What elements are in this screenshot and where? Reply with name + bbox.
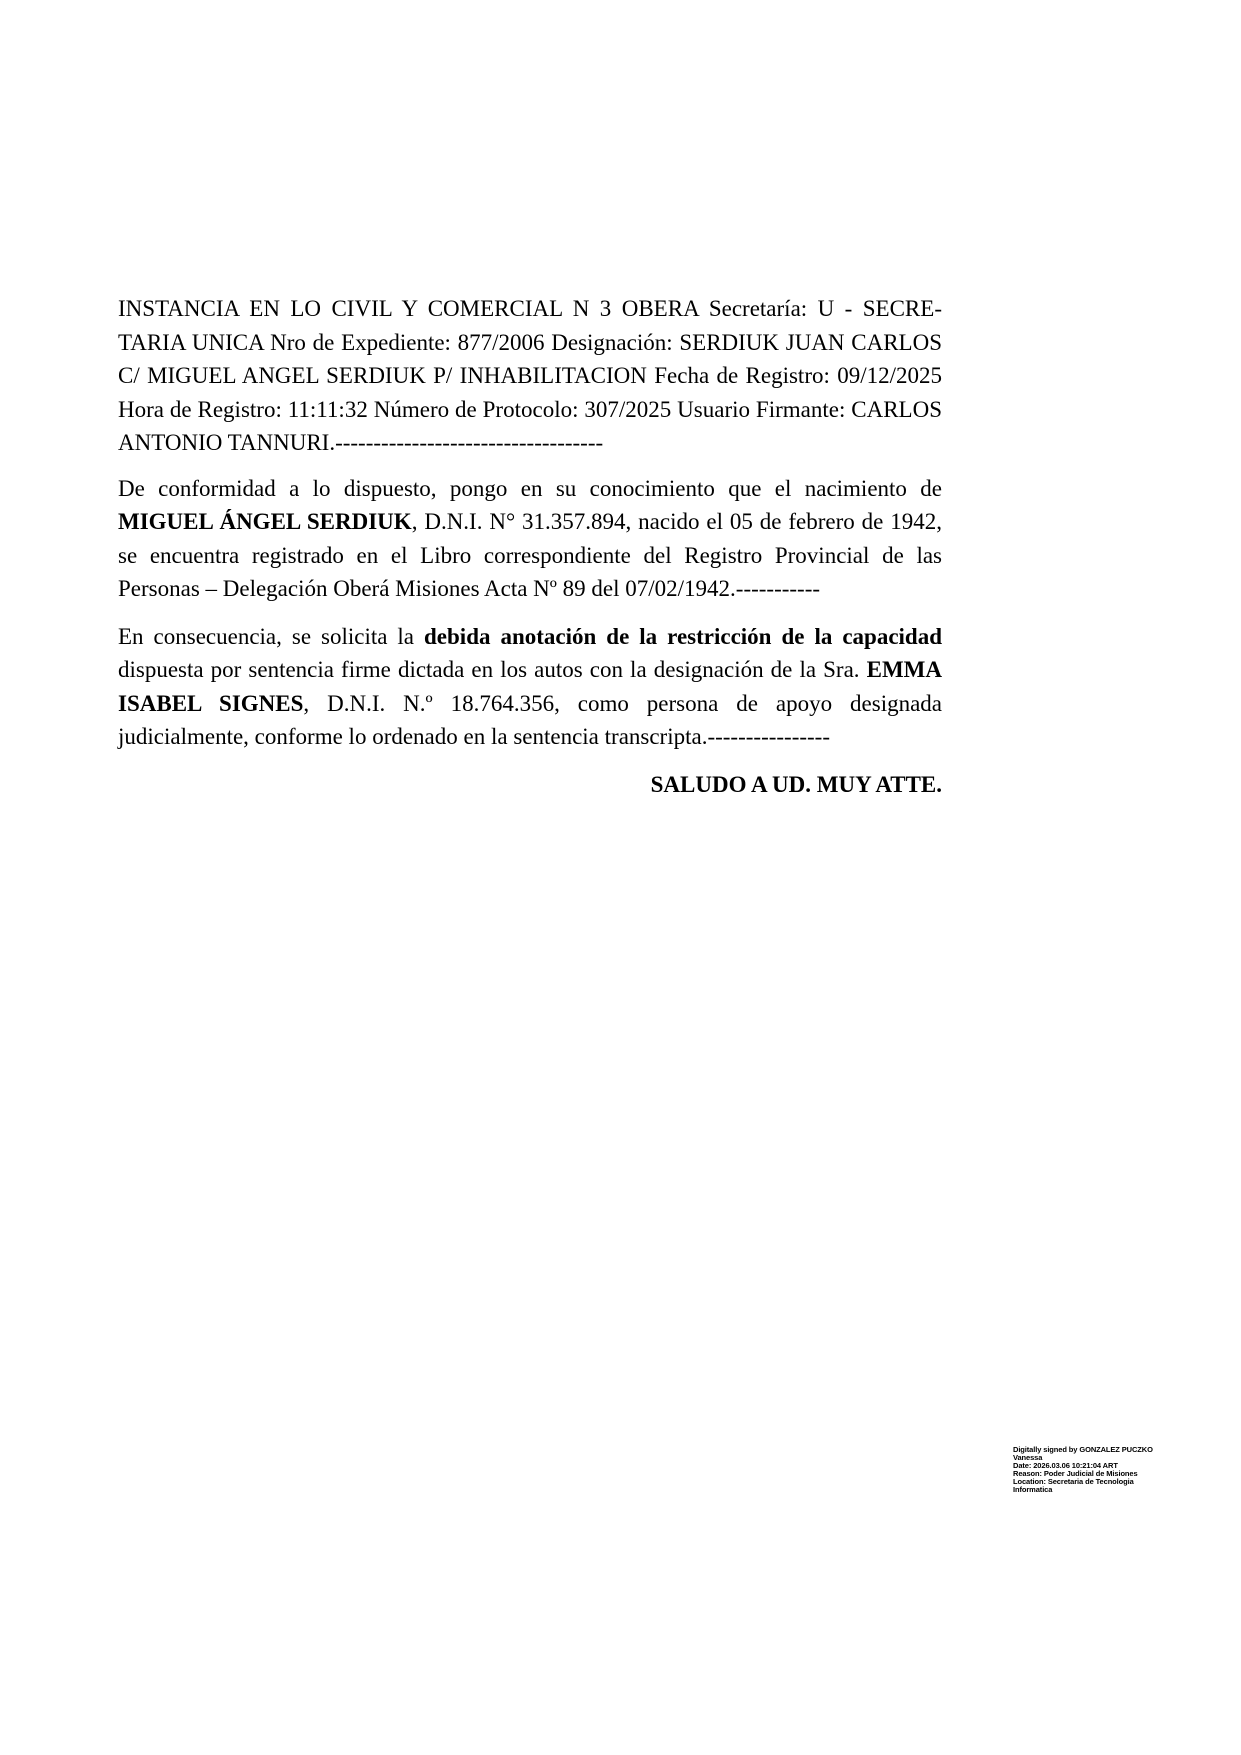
paragraph-request — [118, 620, 942, 754]
signature-line: Informatica — [1013, 1485, 1053, 1494]
signature-line: Reason: Poder Judicial de Misiones — [1013, 1469, 1138, 1478]
paragraph-birth-registration — [118, 472, 942, 606]
signature-line: Digitally signed by GONZALEZ PUCZKO — [1013, 1445, 1153, 1454]
signature-line: Vanessa — [1013, 1453, 1043, 1462]
digital-signature-block — [1013, 1446, 1173, 1494]
person-name: MIGUEL ÁNGEL SERDIUK — [118, 509, 412, 534]
support-person-name: EMMA ISABEL SIGNES — [118, 657, 942, 716]
paragraph-intro: De conformidad a lo dispuesto, pongo en su conocimiento que el nacimiento de — [118, 475, 942, 501]
closing-salutation: SALUDO A UD. MUY ATTE. — [650, 771, 942, 797]
paragraph-rest: , D.N.I. N.º 18.764.356, como persona de apoyo designada judicialmente, conforme lo ordenado en la sentencia transcripta.---------------- — [118, 690, 942, 749]
paragraph-rest: , D.N.I. N° 31.357.894, nacido el 05 de febrero de 1942, se encuentra registrado en el Libro correspondiente del Registro Provincial de las Personas – Delegación Oberá Misiones Acta Nº 89 del 07/02/1942.----------- — [118, 509, 942, 601]
signature-line: Date: 2026.03.06 10:21:04 ART — [1013, 1461, 1118, 1470]
request-emphasis: debida anotación de la restricción de la capacidad — [424, 623, 942, 649]
paragraph-middle: dispuesta por sentencia firme dictada en los autos con la designación de la Sra. — [118, 657, 867, 682]
paragraph-intro: En consecuencia, se solicita la — [118, 623, 425, 649]
case-header: INSTANCIA EN LO CIVIL Y COMERCIAL N 3 OBERA Secretaría: U - SECRETARIA UNICA Nro de Expediente: 877/2006 Designación: SERDIUK JUAN CARLOS C/ MIGUEL ANGEL SERDIUK P/ INHABILITACION Fecha de Registro: 09/12/2025 Hora de Registro: 11:11:32 Número de Protocolo: 307/2025 Usuario Firmante: CARLOS ANTONIO TANNURI.----------------------------------- — [118, 296, 942, 455]
document-body — [118, 292, 942, 801]
signature-line: Location: Secretaria de Tecnologia — [1013, 1477, 1134, 1486]
